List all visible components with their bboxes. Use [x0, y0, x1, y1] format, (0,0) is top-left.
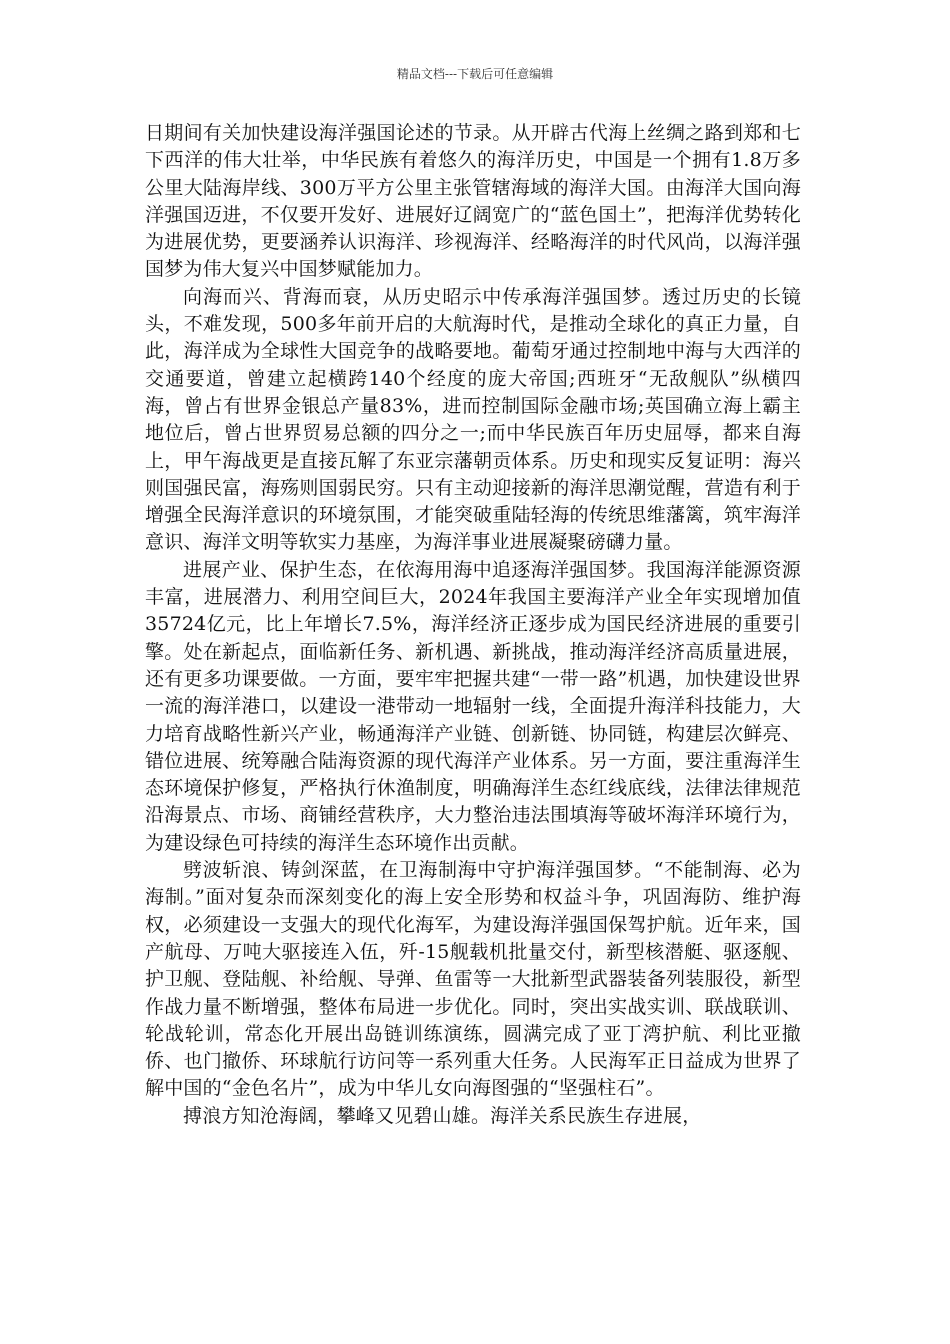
page-header: 精品文档---下载后可任意编辑	[396, 67, 554, 81]
paragraph-1: 日期间有关加快建设海洋强国论述的节录。从开辟古代海上丝绸之路到郑和七下西洋的伟大壮举，中华民族有着悠久的海洋历史，中国是一个拥有1.8万多公里大陆海岸线、300万平方公里主张管辖海域的海洋大国。由海洋大国向海洋强国迈进，不仅要开发好、进展好辽阔宽广的“蓝色国土”，把海洋优势转化为进展优势，更要涵养认识海洋、珍视海洋、经略海洋的时代风尚，以海洋强国梦为伟大复兴中国梦赋能加力。	[145, 122, 801, 281]
paragraph-5: 搏浪方知沧海阔，攀峰又见碧山雄。海洋关系民族生存进展，	[183, 1104, 702, 1127]
paragraph-3: 进展产业、保护生态，在依海用海中追逐海洋强国梦。我国海洋能源资源丰富，进展潜力、利用空间巨大，2024年我国主要海洋产业全年实现增加值35724亿元，比上年增长7.5%，海洋经济正逐步成为国民经济进展的重要引擎。处在新起点，面临新任务、新机遇、新挑战，推动海洋经济高质量进展，还有更多功课要做。一方面，要牢牢把握共建“一带一路”机遇，加快建设世界一流的海洋港口，以建设一港带动一地辐射一线，全面提升海洋科技能力，大力培育战略性新兴产业，畅通海洋产业链、创新链、协同链，构建层次鲜亮、错位进展、统筹融合陆海资源的现代海洋产业体系。另一方面，要注重海洋生态环境保护修复，严格执行休渔制度，明确海洋生态红线底线，法律法律规范沿海景点、市场、商铺经营秩序，大力整治违法围填海等破坏海洋环境行为，为建设绿色可持续的海洋生态环境作出贡献。	[145, 558, 801, 854]
paragraph-2: 向海而兴、背海而衰，从历史昭示中传承海洋强国梦。透过历史的长镜头，不难发现，500多年前开启的大航海时代，是推动全球化的真正力量，自此，海洋成为全球性大国竞争的战略要地。葡萄牙通过控制地中海与大西洋的交通要道，曾建立起横跨140个经度的庞大帝国;西班牙“无敌舰队”纵横四海，曾占有世界金银总产量83%，进而控制国际金融市场;英国确立海上霸主地位后，曾占世界贸易总额的四分之一;而中华民族百年历史屈辱，都来自海上，甲午海战更是直接瓦解了东亚宗藩朝贡体系。历史和现实反复证明：海兴则国强民富，海殇则国弱民穷。只有主动迎接新的海洋思潮觉醒，营造有利于增强全民海洋意识的环境氛围，才能突破重陆轻海的传统思维藩篱，筑牢海洋意识、海洋文明等软实力基座，为海洋事业进展凝聚磅礴力量。	[145, 285, 801, 554]
document-body	[145, 120, 801, 1130]
paragraph-4: 劈波斩浪、铸剑深蓝，在卫海制海中守护海洋强国梦。“不能制海、必为海制。”面对复杂而深刻变化的海上安全形势和权益斗争，巩固海防、维护海权，必须建设一支强大的现代化海军，为建设海洋强国保驾护航。近年来，国产航母、万吨大驱接连入伍，歼-15舰载机批量交付，新型核潜艇、驱逐舰、护卫舰、登陆舰、补给舰、导弹、鱼雷等一大批新型武器装备列装服役，新型作战力量不断增强，整体布局进一步优化。同时，突出实战实训、联战联训、轮战轮训，常态化开展出岛链训练演练，圆满完成了亚丁湾护航、利比亚撤侨、也门撤侨、环球航行访问等一系列重大任务。人民海军正日益成为世界了解中国的“金色名片”，成为中华儿女向海图强的“坚强柱石”。	[145, 859, 801, 1100]
